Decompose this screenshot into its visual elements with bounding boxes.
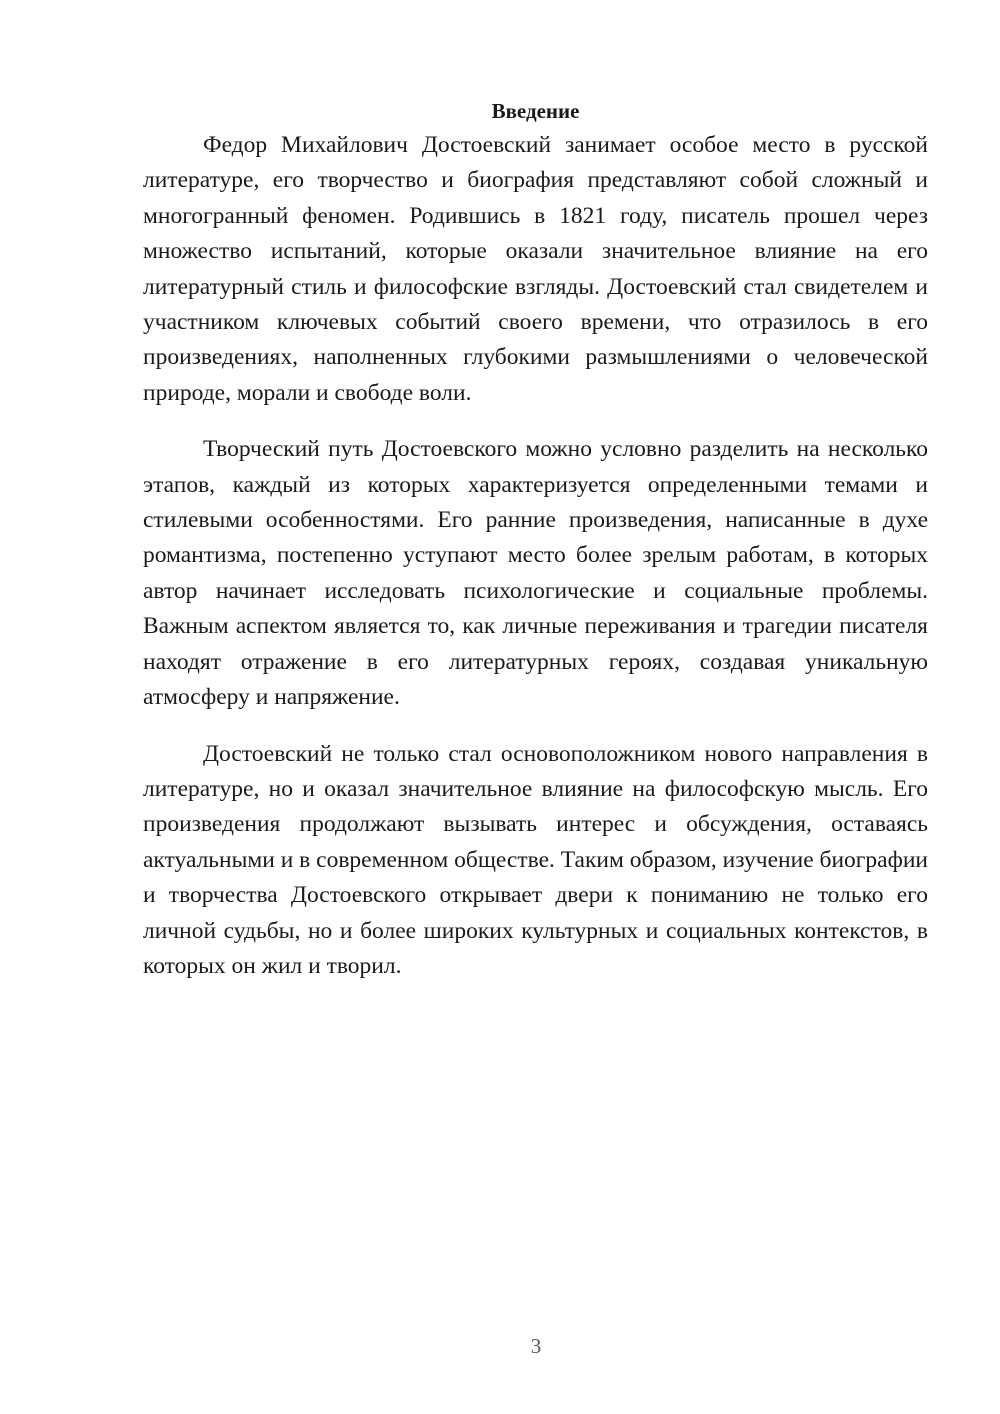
paragraph-3: Достоевский не только стал основоположником нового направления в литературе, но и оказал значительное влияние на философскую мысль. Его произведения продолжают вызывать интерес и обсуждения, оставаясь актуальными и в современном обществе. Таким образом, изучение биографии и творчества Достоевского открывает двери к пониманию не только его личной судьбы, но и более широких культурных и социальных контекстов, в которых он жил и творил.: [143, 740, 928, 979]
section-title: Введение: [491, 99, 580, 123]
paragraph-2: Творческий путь Достоевского можно условно разделить на несколько этапов, каждый из которых характеризуется определенными темами и стилевыми особенностями. Его ранние произведения, написанные в духе романтизма, постепенно уступают место более зрелым работам, в которых автор начинает исследовать психологические и социальные проблемы. Важным аспектом является то, как личные переживания и трагедии писателя находят отражение в его литературных героях, создавая уникальную атмосферу и напряжение.: [143, 436, 928, 711]
paragraph-1: Федор Михайлович Достоевский занимает особое место в русской литературе, его творчество и биография представляют собой сложный и многогранный феномен. Родившись в 1821 году, писатель прошел через множество испытаний, которые оказали значительное влияние на его литературный стиль и философские взгляды. Достоевский стал свидетелем и участником ключевых событий своего времени, что отразилось в его произведениях, наполненных глубокими размышлениями о человеческой природе, морали и свободе воли.: [143, 132, 928, 406]
page-content: [143, 96, 928, 1005]
page-number: 3: [530, 1334, 542, 1358]
